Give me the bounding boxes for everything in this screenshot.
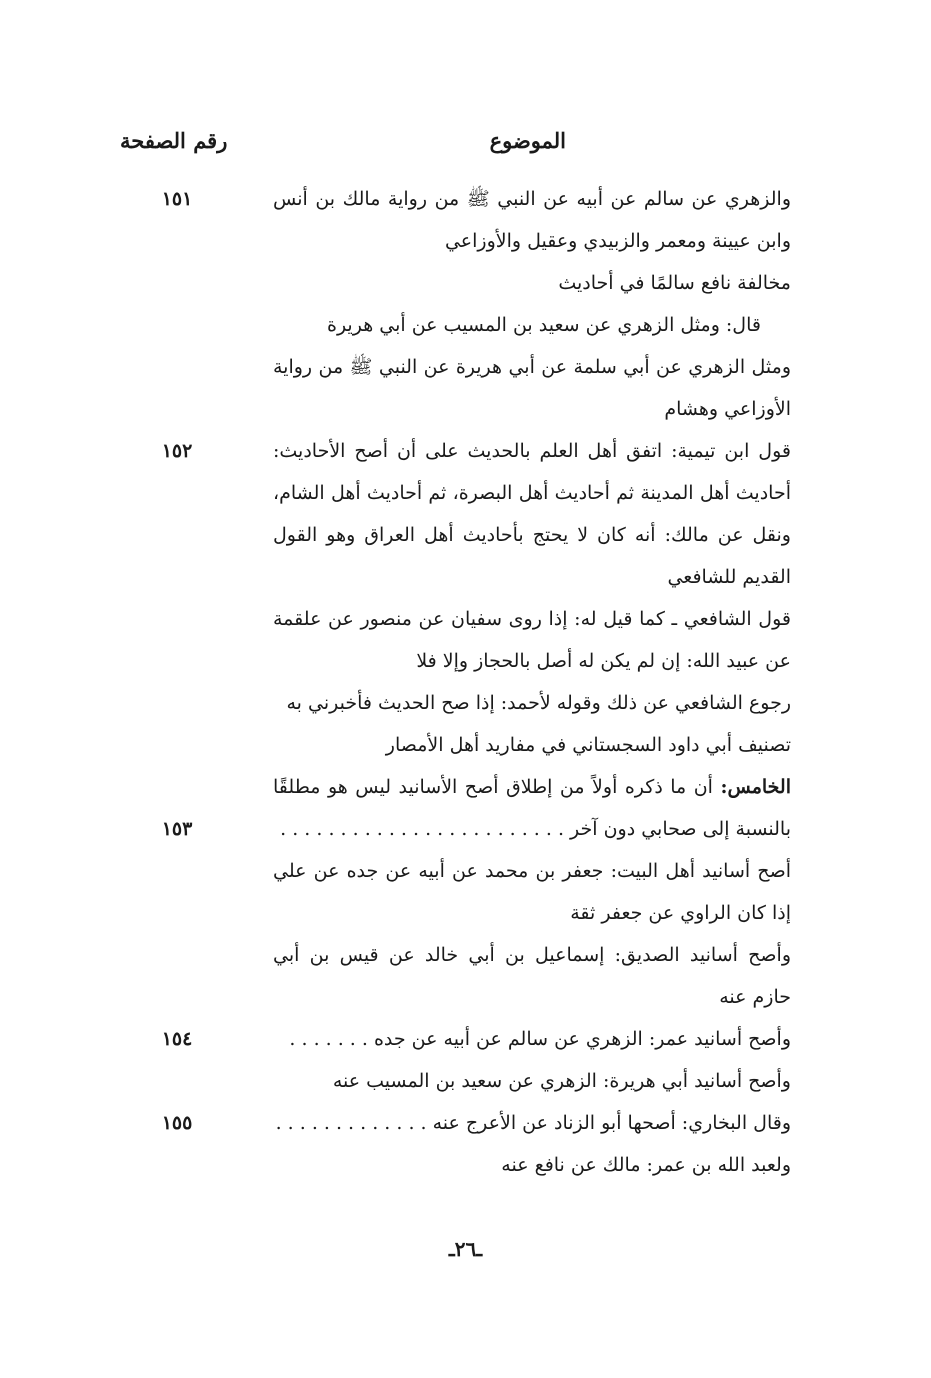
toc-entry-body: أن ما ذكره أولاً من إطلاق أصح الأسانيد ليس هو مطلقًا بالنسبة إلى صحابي دون آخر [273, 776, 791, 840]
toc-entry [0, 178, 931, 262]
topic-column-header: الموضوع [489, 128, 566, 153]
toc-entry-body: وقال البخاري: أصحها أبو الزناد عن الأعرج عنه [432, 1112, 791, 1134]
toc-entry-text: والزهري عن سالم عن أبيه عن النبي ﷺ من رواية مالك بن أنس وابن عيينة ومعمر والزبيدي وعقيل والأوزاعي [273, 188, 791, 252]
toc-entry-page: ١٥٣ [161, 818, 193, 840]
toc-entry [0, 682, 931, 724]
toc-entry-text: قول الشافعي ـ كما قيل له: إذا روى سفيان عن منصور عن علقمة عن عبيد الله: إن لم يكن له أصل بالحجاز وإلا فلا [273, 608, 791, 672]
toc-entry [0, 1060, 931, 1102]
toc-entry [0, 1018, 931, 1060]
toc-entry-text [273, 766, 791, 850]
toc-entry-leader-dots: . . . . . . . . . . . . . . . . . . . . . . . . [280, 818, 571, 840]
toc-entry-text [273, 1102, 791, 1144]
toc-entry-text: وأصح أسانيد أبي هريرة: الزهري عن سعيد بن المسيب عنه [332, 1070, 791, 1092]
page-number-column-header: رقم الصفحة [120, 128, 228, 153]
toc-entry-text [273, 1018, 791, 1060]
toc-entry-page: ١٥٢ [161, 440, 193, 462]
toc-entry [0, 724, 931, 766]
toc-entry [0, 304, 931, 346]
toc-entry-leader-dots: . . . . . . . [289, 1028, 374, 1050]
toc-entry-text: وأصح أسانيد الصديق: إسماعيل بن أبي خالد عن قيس بن أبي حازم عنه [273, 944, 791, 1008]
toc-entry-text: تصنيف أبي داود السجستاني في مفاريد أهل الأمصار [385, 734, 791, 756]
toc-entry-text: مخالفة نافع سالمًا في أحاديث [558, 272, 791, 294]
toc-entry [0, 1102, 931, 1144]
toc-entry-text: قال: ومثل الزهري عن سعيد بن المسيب عن أبي هريرة [326, 314, 761, 336]
column-header [0, 128, 931, 168]
toc-entry-text: ولعبد الله بن عمر: مالك عن نافع عنه [501, 1154, 791, 1176]
toc-entry-text: رجوع الشافعي عن ذلك وقوله لأحمد: إذا صح الحديث فأخبرني به [286, 692, 791, 714]
toc-entry [0, 850, 931, 934]
toc-entry-text: ومثل الزهري عن أبي سلمة عن أبي هريرة عن النبي ﷺ من رواية الأوزاعي وهشام [273, 356, 791, 420]
toc-entry-page: ١٥٤ [161, 1028, 193, 1050]
page-number: ـ٢٦ـ [448, 1237, 483, 1261]
toc-entry-text: أصح أسانيد أهل البيت: جعفر بن محمد عن أبيه عن جده عن علي إذا كان الراوي عن جعفر ثقة [273, 860, 791, 924]
toc-entry [0, 1144, 931, 1186]
toc-entry-page: ١٥٥ [161, 1112, 193, 1134]
toc-entry-page: ١٥١ [161, 188, 193, 210]
toc-entry-label: الخامس: [720, 776, 791, 798]
toc-entry-leader-dots: . . . . . . . . . . . . . [275, 1112, 433, 1134]
table-of-contents [0, 178, 931, 1186]
toc-entry [0, 598, 931, 682]
toc-entry-text: قول ابن تيمية: اتفق أهل العلم بالحديث على أن أصح الأحاديث: أحاديث أهل المدينة ثم أحاديث أهل البصرة، ثم أحاديث أهل الشام، ونقل عن مالك: أنه كان لا يحتج بأحاديث أهل العراق وهو القول القديم للشافعي [273, 440, 791, 588]
toc-entry-body: وأصح أسانيد عمر: الزهري عن سالم عن أبيه عن جده [373, 1028, 791, 1050]
toc-entry [0, 346, 931, 430]
toc-entry [0, 430, 931, 598]
toc-entry [0, 262, 931, 304]
toc-entry [0, 934, 931, 1018]
toc-entry [0, 766, 931, 850]
